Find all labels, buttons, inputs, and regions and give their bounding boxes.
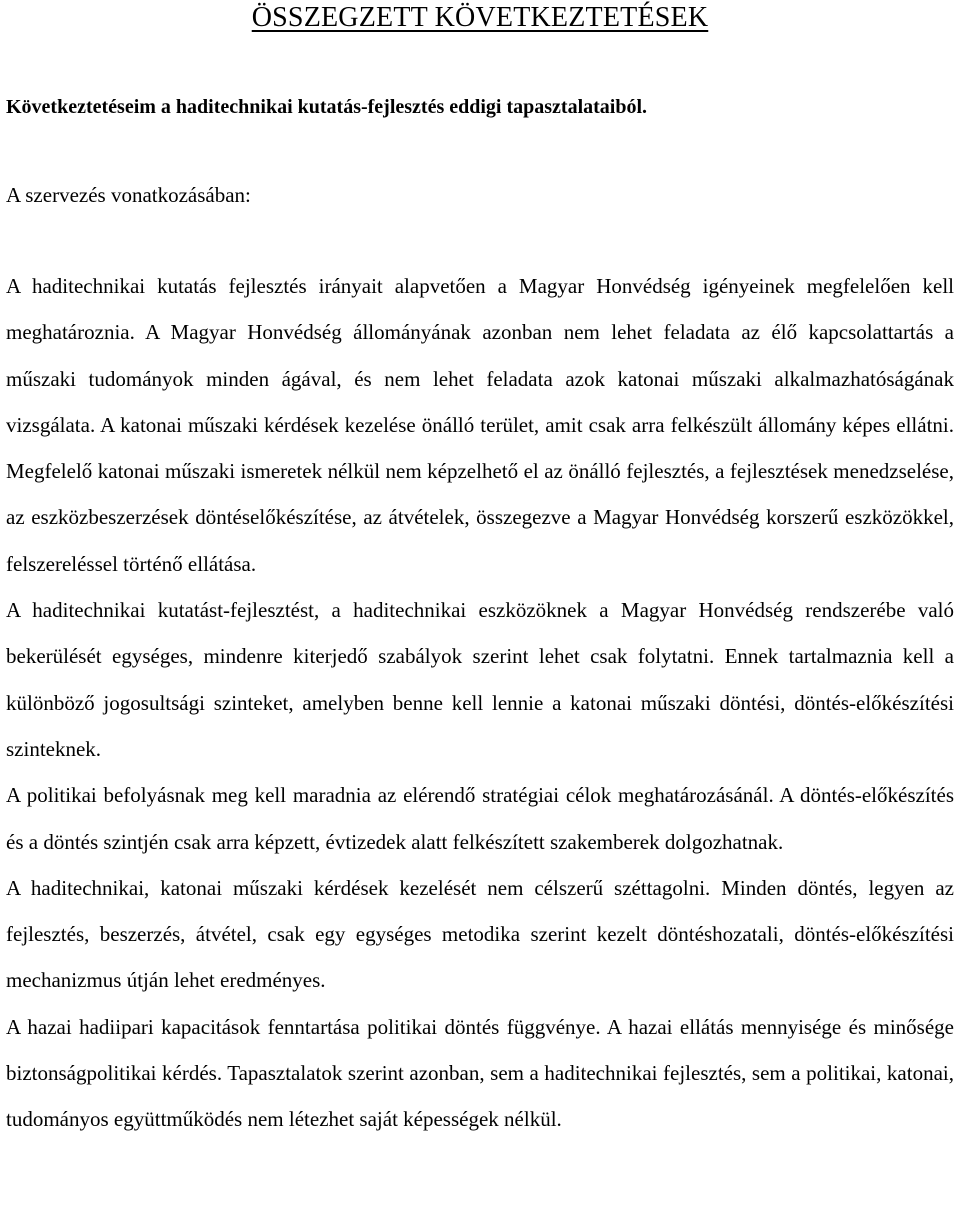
- document-subtitle: Következtetéseim a haditechnikai kutatás-fejlesztés eddigi tapasztalataiból.: [6, 96, 648, 118]
- page-title: ÖSSZEGZETT KÖVETKEZTETÉSEK: [251, 2, 709, 33]
- section-heading: A szervezés vonatkozásában:: [6, 183, 251, 207]
- paragraph: A haditechnikai kutatást-fejlesztést, a haditechnikai eszközöknek a Magyar Honvédség rendszerébe való bekerülését egységes, mindenre kiterjedő szabályok szerint lehet csak folytatni. Ennek tartalmaznia kell a különböző jogosultsági szinteket, amelyben benne kell lennie a katonai műszaki döntési, döntés-előkészítési szinteknek.: [6, 598, 954, 761]
- document-body: [6, 263, 954, 1143]
- paragraph: A politikai befolyásnak meg kell maradnia az elérendő stratégiai célok meghatározásánál. A döntés-előkészítés és a döntés szintjén csak arra képzett, évtizedek alatt felkészített szakemberek dolgozhatnak.: [6, 783, 954, 854]
- paragraph: A haditechnikai kutatás fejlesztés irányait alapvetően a Magyar Honvédség igényeinek megfelelően kell meghatároznia. A Magyar Honvédség állományának azonban nem lehet feladata az élő kapcsolattartás a műszaki tudományok minden ágával, és nem lehet feladata azok katonai műszaki alkalmazhatóságának vizsgálata. A katonai műszaki kérdések kezelése önálló terület, amit csak arra felkészült állomány képes ellátni. Megfelelő katonai műszaki ismeretek nélkül nem képzelhető el az önálló fejlesztés, a fejlesztések menedzselése, az eszközbeszerzések döntéselőkészítése, az átvételek, összegezve a Magyar Honvédség korszerű eszközökkel, felszereléssel történő ellátása.: [6, 274, 954, 576]
- paragraph: A hazai hadiipari kapacitások fenntartása politikai döntés függvénye. A hazai ellátás mennyisége és minősége biztonságpolitikai kérdés. Tapasztalatok szerint azonban, sem a haditechnikai fejlesztés, sem a politikai, katonai, tudományos együttműködés nem létezhet saját képességek nélkül.: [6, 1014, 954, 1132]
- document-page: [6, 0, 954, 1132]
- paragraph: A haditechnikai, katonai műszaki kérdések kezelését nem célszerű széttagolni. Minden döntés, legyen az fejlesztés, beszerzés, átvétel, csak egy egységes metodika szerint kezelt döntéshozatali, döntés-előkészítési mechanizmus útján lehet eredményes.: [6, 875, 954, 993]
